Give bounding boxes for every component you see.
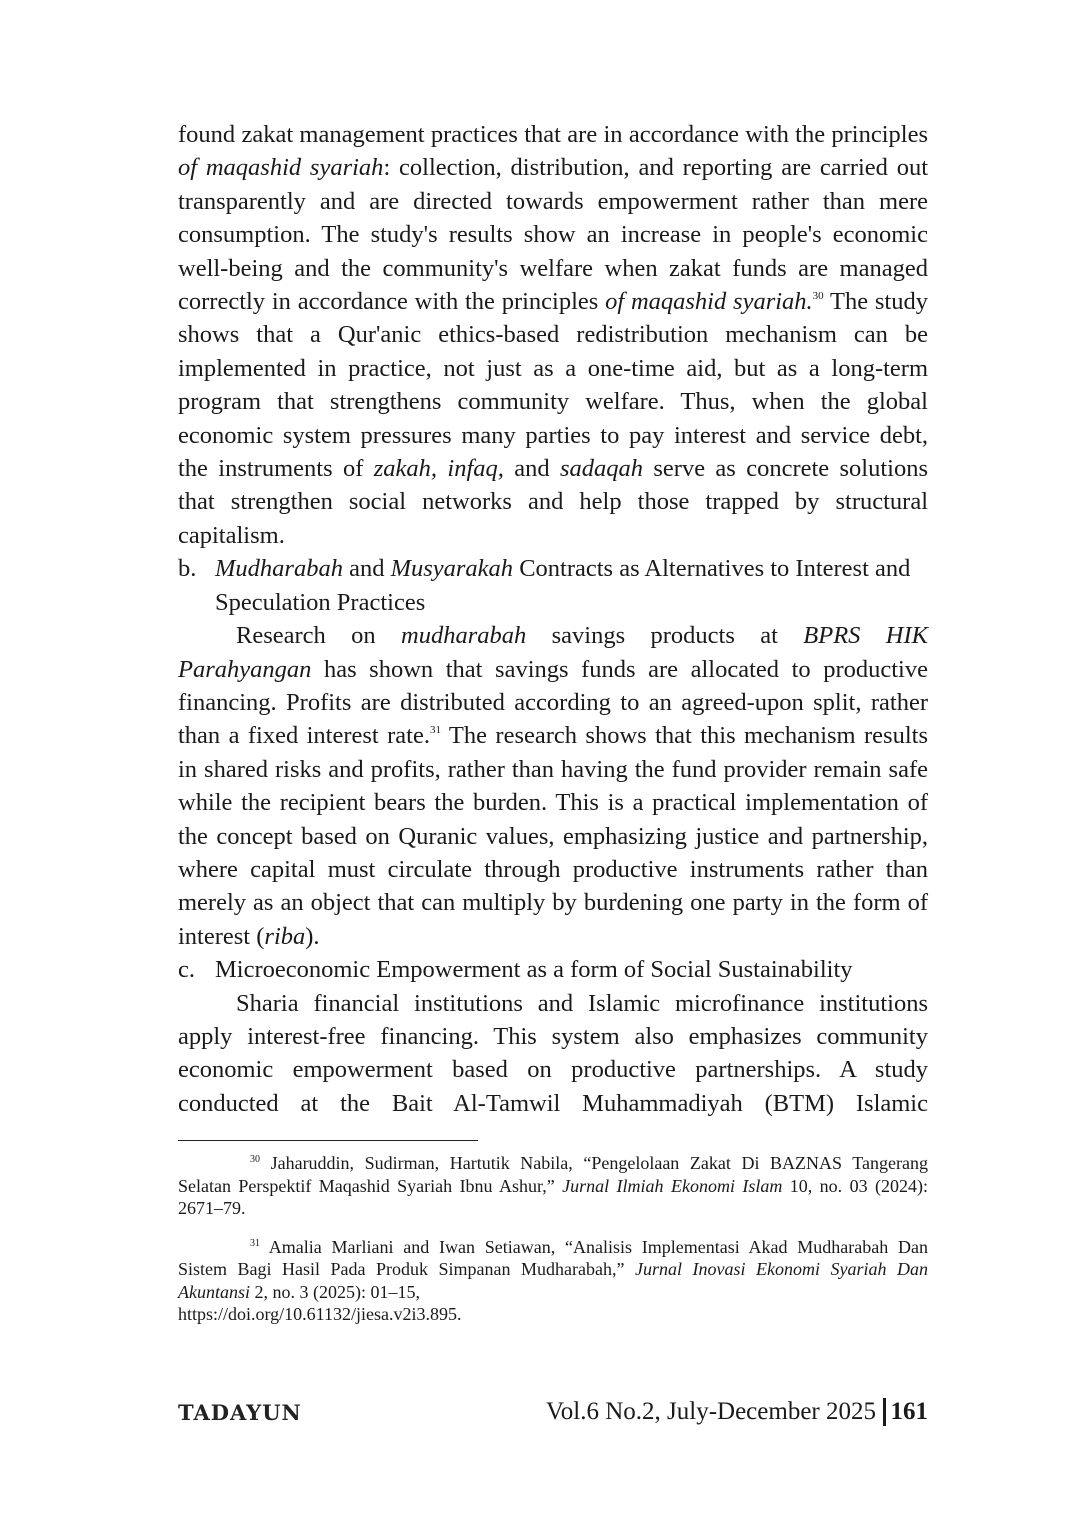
text-run: The research shows that this mechanism results in shared risks and profits, rather than having the fund provider remain safe while the recipient bears the burden. This is a practical implementation of the concept based on Quranic values, emphasizing justice and partnership, where capital must circulate through productive instruments rather than merely as an object that can multiply by burdening one party in the form of interest ( <box>178 722 928 950</box>
text-run: has shown that savings funds are allocated to productive financing. Profits are distributed according to an agreed-upon split, rather than a fixed interest rate. <box>178 655 928 750</box>
footnote-ref-30[interactable]: 30 <box>812 290 824 303</box>
paragraph-mudharabah <box>178 619 928 953</box>
journal-title: Jurnal Inovasi Ekonomi Syariah Dan Akuntansi <box>178 1259 928 1302</box>
journal-logo: TADAYUN <box>178 1400 302 1425</box>
journal-title: Jurnal Ilmiah Ekonomi Islam <box>562 1175 783 1196</box>
footnote-31 <box>178 1236 928 1326</box>
footnote-text: Jaharuddin, Sudirman, Hartutik Nabila, “Pengelolaan Zakat Di BAZNAS Tangerang Selatan Perspektif Maqashid Syariah Ibnu Ashur,” <box>178 1153 928 1196</box>
text-run: found zakat management practices that are in accordance with the principles <box>178 121 928 148</box>
footnote-number: 31 <box>250 1237 260 1249</box>
text-run: Research on <box>236 622 402 650</box>
paragraph-zakat-management <box>178 118 928 552</box>
text-run: savings products at <box>526 622 804 650</box>
text-run: Sharia financial institutions and Islamic microfinance institutions apply interest-free financing. This system also emphasizes community economic empowerment based on productive partnerships. A study conducted at the Bait Al-Tamwil Muhammadiyah (BTM) Islamic <box>178 989 928 1117</box>
heading-text: Microeconomic Empowerment as a form of Social Sustainability <box>215 956 853 984</box>
paragraph-microeconomic <box>178 987 928 1121</box>
italic-term: Mudharabah <box>215 555 343 583</box>
footnote-divider <box>178 1140 478 1141</box>
text-run: The study shows that a Qur'anic ethics-based redistribution mechanism can be implemented in practice, not just as a one-time aid, but as a long-term program that strengthens community welfare. Thus, when the global economic system pressures many parties to pay interest and service debt, the instruments of <box>178 288 928 483</box>
footnote-text: 10, no. 03 (2024): 2671–79. <box>178 1175 928 1218</box>
page-number: 161 <box>890 1398 928 1425</box>
italic-term: of maqashid syariah. <box>605 288 813 316</box>
footnote-ref-31[interactable]: 31 <box>429 724 441 737</box>
italic-term: sadaqah <box>559 455 644 483</box>
text-run: serve as concrete solutions that strengthen social networks and help those trapped by structural capitalism. <box>178 455 929 549</box>
footnote-text: 2, no. 3 (2025): 01–15, <box>250 1281 420 1302</box>
italic-term: Musyarakah <box>390 555 514 583</box>
text-run: Contracts as Alternatives to Interest and Speculation Practices <box>215 555 911 616</box>
heading-text <box>215 552 928 619</box>
section-heading-b <box>178 552 928 619</box>
text-run: : collection, distribution, and reporting are carried out transparently and are directed towards empowerment rather than mere consumption. The study's results show an increase in people's economic well-being and the community's welfare when zakat funds are managed correctly in accordance with the principles <box>178 154 929 316</box>
footnotes <box>178 1152 928 1342</box>
list-marker: c. <box>178 956 195 984</box>
text-run: and <box>503 455 560 483</box>
footer-separator <box>883 1398 886 1426</box>
italic-term: riba <box>264 922 306 950</box>
italic-term: BPRS HIK Parahyangan <box>178 622 928 683</box>
italic-term: mudharabah <box>401 622 527 650</box>
volume-info: Vol.6 No.2, July-December 2025 <box>545 1398 876 1425</box>
italic-term: zakah, infaq, <box>373 455 504 483</box>
text-run: ). <box>305 922 320 950</box>
section-heading-c <box>178 953 928 986</box>
list-marker: b. <box>178 555 197 583</box>
footnote-number: 30 <box>250 1154 260 1165</box>
italic-term: of maqashid syariah <box>178 154 384 182</box>
footnote-text: Amalia Marliani and Iwan Setiawan, “Analisis Implementasi Akad Mudharabah Dan Sistem Bagi Hasil Pada Produk Simpanan Mudharabah,” <box>178 1236 928 1279</box>
main-text <box>178 118 928 1120</box>
footnote-30 <box>178 1152 928 1220</box>
doi-link[interactable]: https://doi.org/10.61132/jiesa.v2i3.895. <box>178 1304 462 1324</box>
text-run: and <box>342 555 391 583</box>
page-footer <box>178 1396 928 1432</box>
